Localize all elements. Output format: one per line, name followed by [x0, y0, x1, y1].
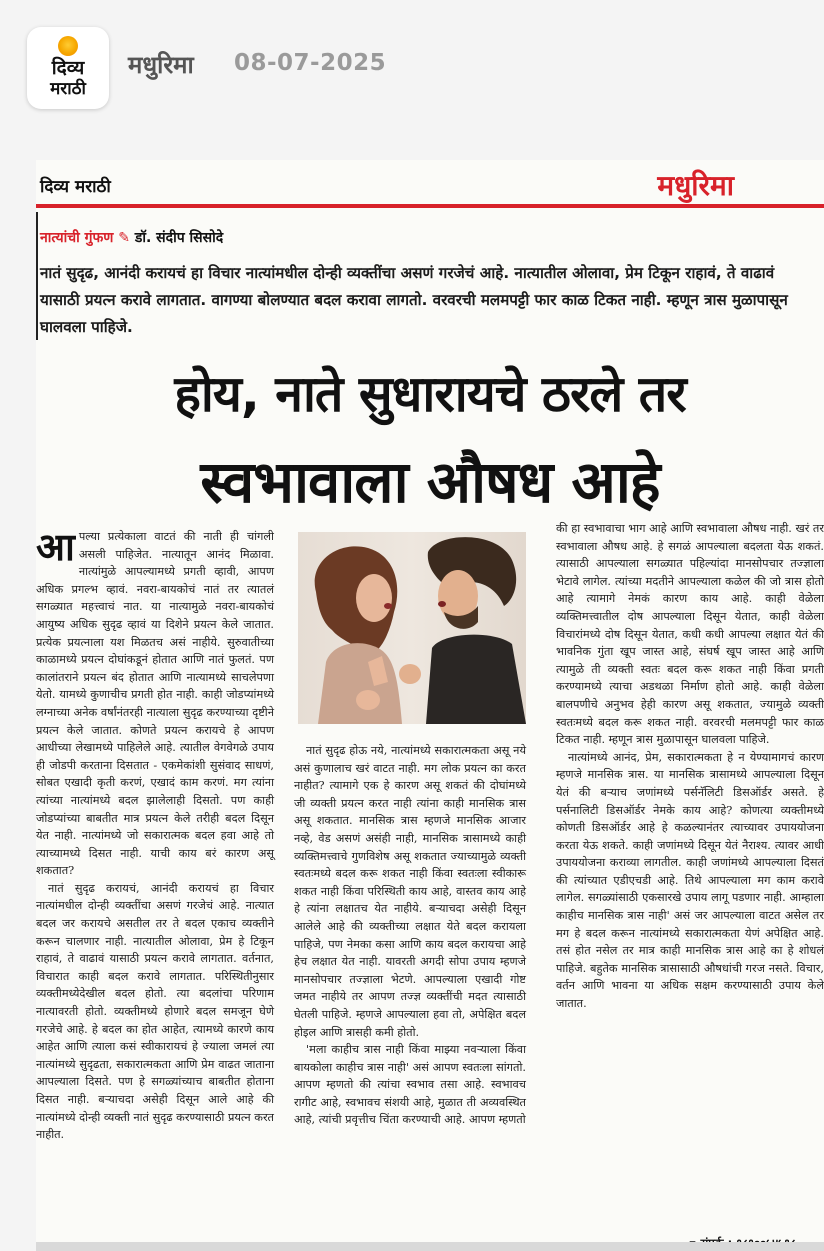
app-header — [0, 0, 824, 132]
pen-icon: ✎ — [118, 230, 135, 246]
logo-text-line2: मराठी — [50, 79, 86, 99]
paragraph: की हा स्वभावाचा भाग आहे आणि स्वभावाला औषध नाही. खरं तर स्वभावाला औषध आहे. हे सगळं आपल्याला बदलता येऊ शकतं. त्यासाठी आपल्याला सगळ्यात पहिल्यांदा मानसोपचार तज्ज्ञाला भेटावे लागेल. त्यांच्या मदतीने आपल्याला कळेल की जो त्रास होतो आहे त्यामागे नेमकं कारण काय आहे. काही वेळेला व्यक्तिमत्त्वातील दोष आपल्याला दिसून येतात, काही वेळेला विचारांमध्ये दोष दिसून येतात, कधी कधी आपल्या लक्षात येतं की भावनिक गुंता खूप जास्त आहे, संघर्ष खूप जास्त आहे आणि त्यामुळे ती व्यक्ती स्वतः बदल करू शकत नाही किंवा प्रगती करण्यामध्ये त्याचा अडथळा निर्माण होतो आहे. काही वेळेला बालपणीचे अनुभव हेही कारण असू शकतात, ज्यामुळे व्यक्ती स्वतःमध्ये बदल करू शकत नाही. वरवरची मलमपट्टी फार काळ टिकत नाही. म्हणून त्रास मुळापासून घालवला पाहिजे. — [556, 522, 824, 747]
masthead-divider — [36, 204, 824, 208]
paragraph — [36, 524, 274, 880]
author-name: डॉ. संदीप सिसोदे — [134, 230, 224, 246]
newspaper-clipping[interactable] — [36, 160, 824, 1242]
masthead-supplement: मधुरिमा — [657, 169, 734, 202]
paragraph: 'मला काहीच त्रास नाही किंवा माझ्या नवऱ्याला किंवा बायकोला काहीच त्रास नाही' असं आपण स्वतःला सांगतो. आपण म्हणतो की त्यांचा स्वभाव तसा आहे. स्वभावच रागीट आहे, स्वभावच संशयी आहे, मुळात ती अव्यवस्थित आहे, त्यांची प्रवृत्तीच चिंता करण्याची आहे. आपण म्हणतो — [294, 1043, 526, 1127]
headline-line2: स्वभावाला औषध आहे — [200, 448, 660, 516]
sun-icon — [58, 36, 78, 56]
paragraph: नातं सुदृढ करायचं, आनंदी करायचं हा विचार नात्यांमधील दोन्ही व्यक्तींचा असणं गरजेचं आहे. नात्यात बदल जर करायचे असतील तर ते बदल एकाच व्यक्तीने करून चालणार नाही. नात्यातील ओलावा, प्रेम हे टिकून राहावं, ते वाढावं यासाठी प्रयत्न करावे लागतात. वर्तनात, विचारात काही बदल करावे लागतात. परिस्थितीनुसार व्यक्तीमध्येदेखील बदल होतो. त्या बदलांचा परिणाम नात्यावरती होतो. व्यक्तीमध्ये होणारे बदल समजून घेणे गरजेचे आहे. हे बदल का होत आहेत, त्यामध्ये कारणे काय आहेत आणि त्याला कसं स्वीकारायचं हे ज्याला जमलं त्या नात्यांमध्ये सुदृढता, सकारात्मकता आणि प्रेम वाढत जाताना आपल्याला दिसते. पण हे सगळ्यांच्याच बाबतीत होताना दिसत नाही. बऱ्याचदा असेही दिसून आले आहे की नात्यांमध्ये दोन्ही व्यक्ती नातं सुदृढ करण्यासाठी प्रयत्न करत नाहीत. — [36, 881, 274, 1142]
article-photo — [298, 532, 526, 724]
publication-name: मधुरिमा — [128, 51, 194, 79]
paragraph: नातं सुदृढ होऊ नये, नात्यांमध्ये सकारात्मकता असू नये असं कुणालाच खरं वाटत नाही. मग लोक प्रयत्न का करत नाहीत? त्यामागे एक हे कारण असू शकतं की दोघांमध्ये जी व्यक्ती प्रयत्न करत नाही त्यांना काही मानसिक त्रास असू शकतात. मानसिक त्रास म्हणजे मानसिक आजार नव्हे, वेड असणं असंही नाही, मानसिक त्रासामध्ये काही व्यक्तिमत्त्वाचे गुणविशेष असू शकतात ज्याच्यामुळे व्यक्ती स्वतःमध्ये बदल करू शकत नाही किंवा स्वतःला स्वीकारू शकत नाही किंवा परिस्थिती काय आहे, वास्तव काय आहे हे त्यांना लक्षातच येत नाहीये. बऱ्याचदा असेही दिसून आलेले आहे की व्यक्तीच्या लक्षात येते बदल करायला पाहिजे, पण नेमका कसा आणि काय बदल करायचा आहे हेच लक्षात येत नाही. यावरती अगदी सोपा उपाय म्हणजे मानसोपचार तज्ज्ञाला भेटणे. आपल्याला एखादी गोष्ट जमत नाहीये तर आपण तज्ज्ञ व्यक्तींची मदत त्यासाठी घेतली पाहिजे. म्हणजे आपल्याला हवा तो, अपेक्षित बदल होइल आणि त्रासही कमी होतो. — [294, 744, 526, 1039]
paragraph: नात्यांमध्ये आनंद, प्रेम, सकारात्मकता हे न येण्यामागचं कारण म्हणजे मानसिक त्रास. या मानसिक त्रासामध्ये आपल्याला दिसून येतं की बऱ्याच जणांमध्ये पर्सनॅलिटी डिसऑर्डर असते. हे पर्सनालिटी डिसऑर्डर नेमके काय आहे? कोणत्या व्यक्तीमध्ये कोणती डिसऑर्डर आहे हे कळल्यानंतर त्याच्यावर उपाययोजना करता येऊ शकते. काही जणांमध्ये दिसून येतं नैराश्य. त्यावर आधी उपाययोजना कराव्या लागतील. काही जणांमध्ये आपल्याला दिसतं की त्यांच्यात एडीएचडी आहे. तिथे आपल्याला मग काम करावे लागेल. सगळ्यांसाठी एकसारखे उपाय लागू पडणार नाही. आम्हाला काहीच मानसिक त्रास नाही' असं जर आपल्याला वाटत असेल तर मग हे बदल करून नात्यांमध्ये सकारात्मकता येणं अपेक्षित आहे. तसं होत नसेल तर मात्र काही मानसिक त्रास आहे का हे शोधलं पाहिजे. बहुतेक मानसिक त्रासासाठी औषधांची गरज नसते. विचार, वर्तन आणि भावना या अधिक सक्षम करण्यासाठी उपाय केले जातात. — [556, 750, 824, 1011]
column-rule — [36, 212, 38, 340]
couple-arguing-illustration — [298, 532, 526, 724]
byline — [40, 228, 223, 247]
masthead-left: दिव्य मराठी — [40, 177, 111, 197]
logo-text-line1: दिव्य — [51, 57, 85, 79]
scroll-edge — [36, 1242, 824, 1251]
headline-line1: होय, नाते सुधारायचे ठरले तर — [174, 365, 686, 423]
paragraph-text: पल्या प्रत्येकाला वाटतं की नाती ही चांगली असली पाहिजेत. नात्यातून आनंद मिळावा. नात्यांमुळे आपल्यामध्ये प्रगती व्हावी, आपण अधिक प्रगल्भ व्हावं. नवरा-बायकोचं नातं तर त्यातलं सगळ्यात महत्त्वाचं नात. या नात्यामुळे नवरा-बायकोचं आयुष्य अधिक सुदृढ व्हावं या दिशेने प्रयत्न केले जातात. प्रत्येक प्रयत्नाला यश मिळतच असं नाहीये. सुरुवातीच्या काळामध्ये प्रयत्न दोघांकडूनं होतात आणि नातं फुलतं. पण कालांतराने प्रयत्न बंद होतात आणि नात्यामध्ये साचलेपणा येतो. यामध्ये कुणाचीच प्रगती होत नाही. काही जोडप्यांमध्ये लग्नाच्या अनेक वर्षांनंतरही नात्याला सुदृढ करण्याच्या दृष्टीने प्रयत्न केले जातात. कोणते प्रयत्न करायचे हे आपण आधीच्या लेखामध्ये पाहिलेले आहे. त्यातील वेगवेगळे उपाय ही जोडपी करताना दिसतात - एकमेकांशी सुसंवाद साधणं, सोबत एखादी कृती करणं, एखादं काम करणं. मग त्यांना त्यांच्या नात्यांमध्ये बदल झालेलाही दिसतो. पण काही जोडप्यांच्या बाबतीत मात्र प्रयत्न केले तरीही बदल दिसून येत नाही. नात्यांमध्ये जो सकारात्मक बदल हवा आहे तो त्याच्यामध्ये दिसत नाही. याची काय बरं कारण असू शकतात? — [36, 530, 274, 878]
article-intro: नातं सुदृढ, आनंदी करायचं हा विचार नात्यांमधील दोन्ही व्यक्तींचा असणं गरजेचं आहे. नात्यातील ओलावा, प्रेम टिकून राहावं, ते वाढावं यासाठी प्रयत्न करावे लागतात. वागण्या बोलण्यात बदल करावा लागतो. वरवरची मलमपट्टी फार काळ टिकत नाही. म्हणून त्रास मुळापासून घालवला पाहिजे. — [40, 264, 788, 336]
article-column-3 — [556, 520, 824, 1013]
article-column-1 — [36, 524, 274, 1144]
drop-cap: आ — [36, 524, 75, 569]
edition-date: 08-07-2025 — [234, 50, 387, 76]
divya-marathi-logo[interactable] — [27, 27, 109, 109]
column-name: नात्यांची गुंफण — [40, 230, 114, 246]
article-column-2 — [294, 742, 526, 1129]
